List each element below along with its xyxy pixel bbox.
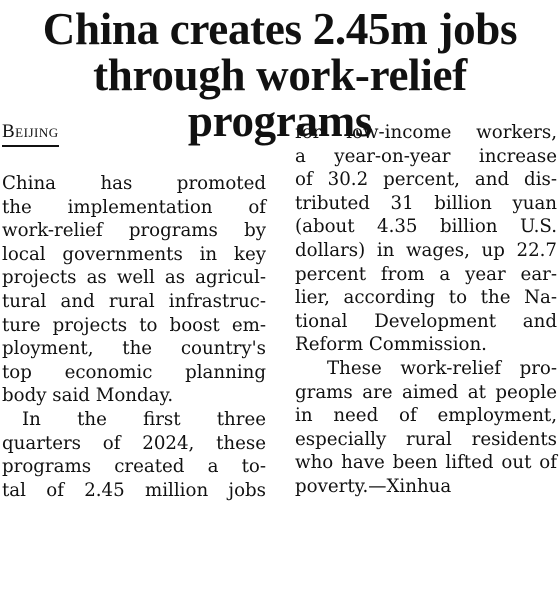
text-line: quarters of 2024, these <box>2 432 266 454</box>
dateline <box>2 121 59 147</box>
paragraph-2 <box>2 408 266 502</box>
text-line: in need of employment, <box>295 405 557 427</box>
text-line: especially rural residents <box>295 428 557 450</box>
text-line: of 30.2 percent, and dis- <box>295 169 557 191</box>
paragraph-3 <box>295 357 557 499</box>
text-line: local governments in key <box>2 243 266 265</box>
right-column <box>295 121 557 499</box>
left-column <box>2 172 266 502</box>
headline-line-1: China creates 2.45m jobs <box>42 4 518 54</box>
text-line: dollars) in wages, up 22.7 <box>295 239 557 261</box>
text-line: body said Monday. <box>2 385 174 407</box>
text-line: who have been lifted out of <box>295 452 557 474</box>
text-line: ture projects to boost em- <box>2 314 266 336</box>
text-line: projects as well as agricul- <box>2 267 266 289</box>
text-line: work-relief programs by <box>2 220 266 242</box>
text-line: for low-income workers, <box>295 122 557 143</box>
text-line: a year-on-year increase <box>295 145 557 167</box>
text-line: tional Development and <box>295 310 557 332</box>
text-line: Reform Commission. <box>295 334 487 356</box>
paragraph-1 <box>2 172 266 408</box>
text-line: programs created a to- <box>2 456 266 478</box>
text-line: tal of 2.45 million jobs <box>2 479 266 501</box>
text-line: grams are aimed at people <box>295 381 557 403</box>
text-line: These work-relief pro- <box>327 357 557 379</box>
text-line: ployment, the country's <box>2 338 266 360</box>
dateline-text: Beijing <box>2 121 59 142</box>
headline-line-2: through work-relief programs <box>93 50 467 146</box>
paragraph-2-continued <box>295 121 557 357</box>
text-line: (about 4.35 billion U.S. <box>295 216 557 238</box>
text-line: China has promoted <box>2 173 266 194</box>
text-line: poverty.—Xinhua <box>295 475 452 497</box>
text-line: top economic planning <box>2 361 266 383</box>
text-line: the implementation of <box>2 196 266 218</box>
text-line: In the first three <box>22 408 266 430</box>
text-line: percent from a year ear- <box>295 263 557 285</box>
text-line: tributed 31 billion yuan <box>295 192 557 214</box>
text-line: lier, according to the Na- <box>295 287 557 309</box>
text-line: tural and rural infrastruc- <box>2 290 266 312</box>
